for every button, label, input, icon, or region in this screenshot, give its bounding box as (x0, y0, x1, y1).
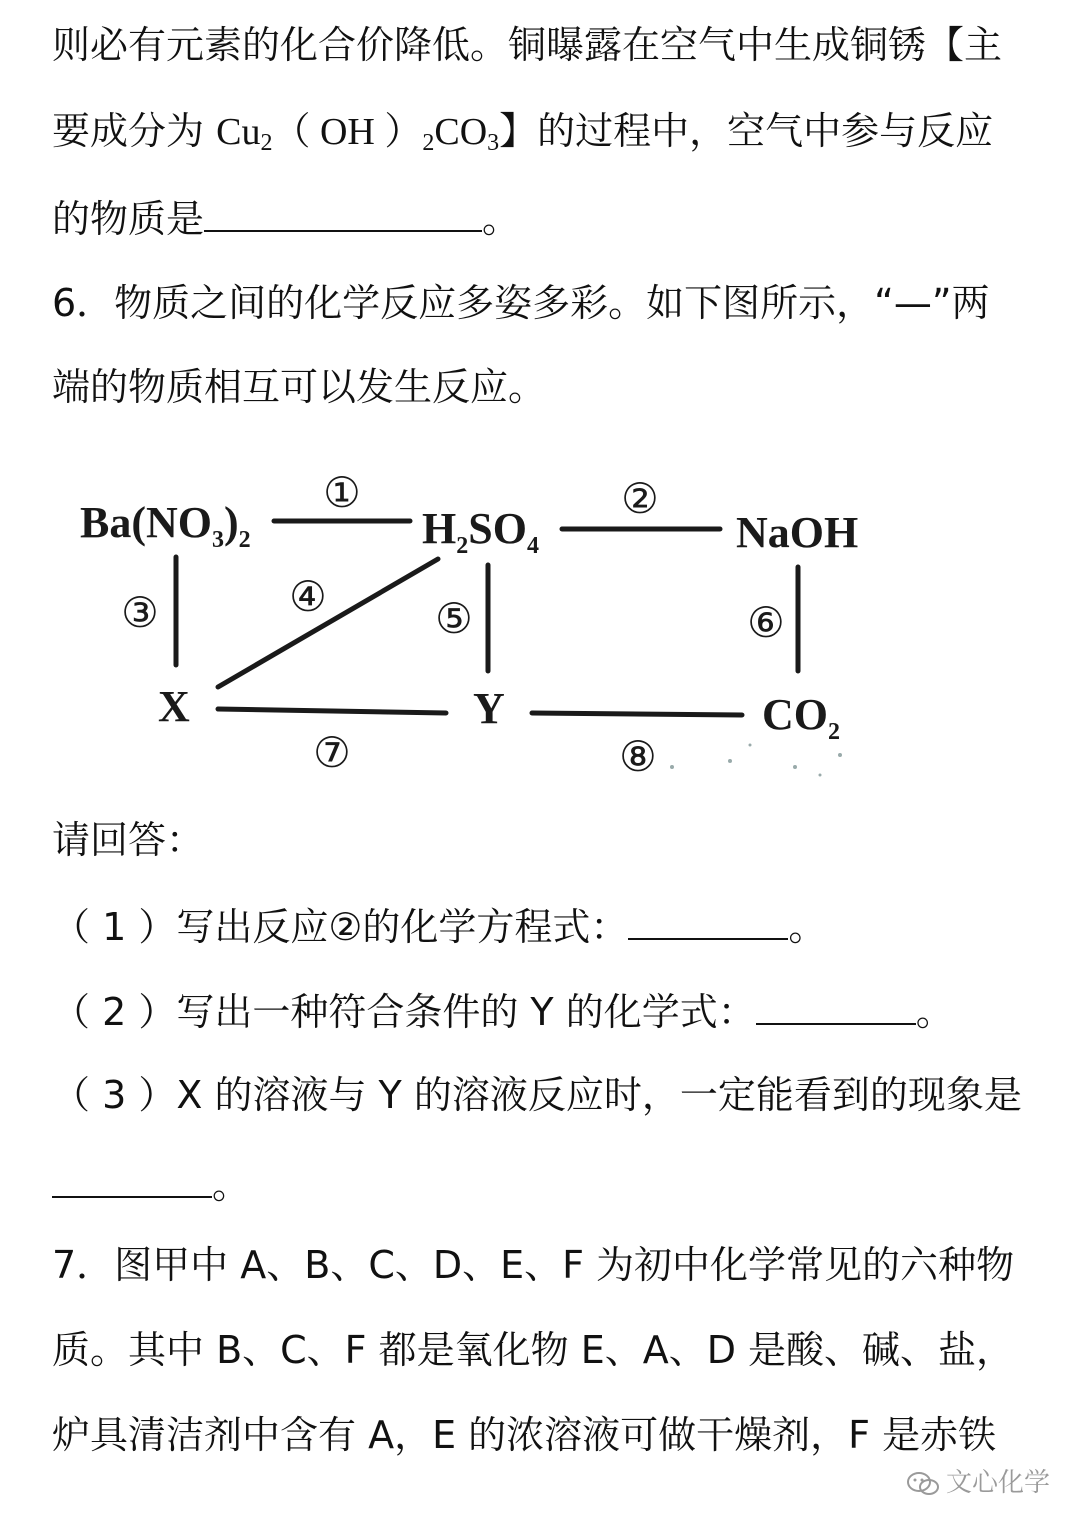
q6-sub-2-end: 。 (915, 990, 954, 1034)
p5-line-2-suffix: 】的过程中，空气中参与反应 (499, 109, 994, 153)
wechat-icon (906, 1471, 940, 1497)
q6-sub-1 (52, 900, 826, 952)
edge-label-3: ③ (121, 588, 159, 637)
node-sub: 2 (456, 533, 469, 559)
node-sub: 4 (526, 533, 539, 559)
answer-blank[interactable] (52, 1158, 212, 1198)
edge-line-4 (218, 559, 438, 687)
edge-label-8: ⑧ (619, 732, 657, 781)
node-text: ) (224, 498, 239, 547)
q6-sub-1-text: （ 1 ）写出反应②的化学方程式： (52, 905, 629, 949)
edge-label-7: ⑦ (313, 728, 351, 777)
p5-line-3 (52, 192, 520, 244)
answer-blank[interactable] (628, 900, 788, 940)
node-h2so4 (422, 504, 539, 559)
formula-co: CO (434, 111, 488, 153)
q6-line-1: 6．物质之间的化学反应多姿多彩。如下图所示，“—”两 (52, 281, 990, 325)
node-ba-no3-2 (80, 498, 251, 553)
edge-label-2: ② (621, 474, 659, 523)
edge-label-5: ⑤ (435, 594, 473, 643)
answer-blank[interactable] (204, 192, 482, 232)
answer-blank[interactable] (756, 985, 916, 1025)
edge-label-1: ① (323, 468, 361, 517)
scan-noise (670, 744, 842, 777)
node-sub: 3 (212, 527, 224, 553)
edge-line-7 (218, 709, 446, 713)
q6-sub-2 (52, 985, 954, 1037)
node-sub: 2 (828, 719, 840, 745)
formula-sub: 2 (422, 130, 435, 156)
q6-sub-1-end: 。 (788, 905, 827, 949)
formula-cu: Cu (216, 111, 261, 153)
node-text: SO (468, 504, 527, 553)
q7-line-1: 7．图甲中 A、B、C、D、E、F 为初中化学常见的六种物 (52, 1243, 1015, 1287)
edge-line-8 (532, 713, 742, 715)
reaction-diagram (60, 455, 880, 795)
q6-line-2: 端的物质相互可以发生反应。 (52, 365, 547, 409)
edge-label-4: ④ (289, 572, 327, 621)
p5-line-3-prefix: 的物质是 (52, 197, 205, 241)
node-naoh: NaOH (736, 508, 859, 557)
node-text: H (422, 504, 457, 553)
q6-sub-2-text: （ 2 ）写出一种符合条件的 Y 的化学式： (52, 990, 756, 1034)
node-text: Ba(NO (80, 498, 212, 547)
p5-line-2-prefix: 要成分为 (52, 109, 217, 153)
q7-line-3: 炉具清洁剂中含有 A，E 的浓溶液可做干燥剂，F 是赤铁 (52, 1413, 997, 1457)
q6-sub-3-answer (52, 1158, 250, 1210)
formula-sub: 2 (260, 130, 273, 156)
q7-line-2: 质。其中 B、C、F 都是氧化物 E、A、D 是酸、碱、盐， (52, 1328, 1015, 1372)
formula-oh: （ OH ） (272, 111, 423, 153)
p5-line-3-suffix: 。 (482, 197, 521, 241)
watermark (906, 1462, 1050, 1499)
node-y: Y (473, 684, 505, 733)
node-sub: 2 (238, 527, 251, 553)
node-text: CO (762, 690, 828, 739)
node-co2 (762, 690, 840, 745)
node-x: X (158, 682, 190, 731)
p5-line-2 (52, 106, 993, 168)
formula-sub: 3 (487, 130, 500, 156)
edge-label-6: ⑥ (747, 598, 785, 647)
q6-sub-3: （ 3 ）X 的溶液与 Y 的溶液反应时，一定能看到的现象是 (52, 1073, 1022, 1117)
q6-sub-3-end: 。 (212, 1163, 251, 1207)
p5-line-1: 则必有元素的化合价降低。铜曝露在空气中生成铜锈【主 (52, 23, 1003, 67)
q6-prompt: 请回答： (52, 818, 205, 862)
watermark-text: 文心化学 (945, 1468, 1050, 1498)
